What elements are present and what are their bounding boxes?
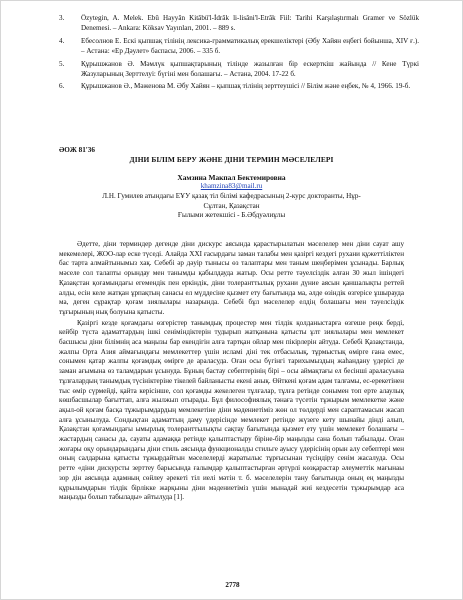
reference-number: 6. xyxy=(59,82,65,91)
reference-list xyxy=(59,14,419,95)
reference-text: Құрышжанов Ә. Мәмлүк қыпшақтарының тілінде жазылған бір ескерткіш жайында // Кене Түркі Жазуларының Зерттелуі: бүгіні мен болашағы. – Астана, 2004. 17-22 б. xyxy=(81,59,419,78)
body-paragraph: Әдетте, діни терминдер дегенде діни дискурс аясында қарастырылатын мәселелер мен діни сауат ашу мекемелері, ЖОО-лар еске түседі. Алайда XXI ғасырдағы заман талабы мен қазіргі кездегі рухани құжеттіліктен бас тарта алмайтынымыз хақ. Себебі әр дәуір тынысы өз талаптары мен таным шеңберімен ұсынады. Барлық мәселе сол талапты орындау мен танымды қабылдауда жатыр. Осы ретте тәуелсіздік алған 30 жыл ішіндегі Қазақстан қоғамындағы егемендік пен еркіндік, діни толеранттылық рухани дүние аясын қаншалықты реттей алды, есін келе жатқан ұрпақтың санасы ел мүддесіне қызмет ету бағытында ма, әлде өзіндік өзгерісе ұшырауда ма, деген сұрақтар қоғам зиялылары назарында. Себебі бұл мәселелер елдің болашағы мен тәуелсіздік тұғырының нық болуына қатысты. xyxy=(59,240,404,316)
affiliation-line: Сұлтан, Қазақстан xyxy=(203,201,260,210)
reference-item xyxy=(59,37,419,57)
reference-text: Özytegin, A. Melek. Ebû Hayyân Kitâbü'l-İdrâk li-lisâni'l-Etrâk Fiil: Tarihi Karşılaştırmalı Gramer ve Sözlük Denemesi. – Ankara: Köksav Yayınları, 2001. – 889 s. xyxy=(81,14,419,32)
reference-number: 3. xyxy=(59,14,65,22)
reference-item xyxy=(59,82,419,92)
udk-code: ӘОЖ 81'36 xyxy=(59,146,95,154)
body-paragraph: Қазіргі кезде қоғамдағы өзгерістер танымдық процестер мен тілдік қолданыстарға өзгеше реңк берді, кейбір түста адаматтардың ішкі сеніміндіктерін тудырып жатқанына қатысты ұлт зиялылары мен мемлекет басшысы діни білімнің аса маңызы бар екендігін алға тартқан ойлар мен пікірлерін айтуда. Себебі Қазақстанда, жалпы Орта Азия аймағындағы мемлекеттер үшін исламі діні тек отбасылық, тұрмыстық өмірге ғана емес, сонымен қатар жалпы қоғамдық өмірге де араласуда. Оған осы бүгінгі тарихымыздың жаһандану үдерісі де заман ағымына өз таламдарын ұсынуда. Бұның бастау себептерінің бірі – осы аймақтағы ел бесінші араласуына тұлғалардың танымдық түсініктеріне тікелей байланысты екені анық. Өйткені қоғам адам талғамы, ес-ерекетінен тыс өмір сүрмейді, қайта керісінше, сол қоғамды жекелеген тұлғалар, тұлға ретінде сонымен топ ерте алаулық көшбасшылар бағыттап, алға жылжып отырады. Бұл философиялық тәнаға түсетін тұжырым мемлекетке және ақыл-ой қоғам басқа тұжырымдардың мемлекетіне діни мәдениетіміз жөн ол төлдерді мен сараптамасын жасап алға ұсынылуда. Сондықтан адаматтың даму үдерісінде мемлекет ретінде жүзеге кету шынайы дінді алып, Қазақстан қоғамындағы ымырлық толеранттылықты сақтау бағытында қызмет ету үшін мемлекет болашағы – жастардың санасы да, сауаты адамаққа ретінде қалыптастыру біріне-бір маңызды сана болып табылады. Оған жоғары оқу орындарындағы діни стиль аясында функционалды стильге ауысу үдерісінің орын алу себептері мен оның салдарына қатысты тұжырдайтын мәселелерді жаратылыс тұрғысынан түсіндіру сенім жасалуда. Осы ретте «діни дискурсты зерттеу барысында ғалымдар қалыптастырған әртүрлі көзқарастар әлеуметтік мағынаы зор дін аясында адамның сөйлеу әрекеті тіл иелі мәтін т. б. мәселелерін тану бағытында оның ең маңызды құрылымдарын тілдік бірлікке жарқыны діни мәдениетіміз үшін мынадай жиі кездесетін тұжырымдар аса маңызды болып табылады» айтылуда [1]. xyxy=(59,318,404,502)
author-name: Хамзина Макпал Бектемировна xyxy=(177,173,286,182)
page-number: 2778 xyxy=(225,581,240,589)
affiliation-line: Ғылыми жетекшісі - Б.Әбдуәлиұлы xyxy=(177,211,286,220)
article-body xyxy=(59,240,404,504)
reference-number: 5. xyxy=(59,59,65,68)
author-email-link[interactable]: khamzina83@mail.ru xyxy=(200,182,263,190)
article-title: ДІНИ БІЛІМ БЕРУ ЖӘНЕ ДІНИ ТЕРМИН МӘСЕЛЕЛЕРІ xyxy=(129,155,334,164)
reference-text: Құрышжанов Ә., Мәженова М. Әбу Хайян – қыпшақ тілінің зерттеушісі // Білім және еңбек, № 4, 1966. 19-б. xyxy=(81,82,411,91)
author-affiliation xyxy=(59,192,404,221)
reference-text: Ебесолнов Е. Ескі қыпшақ тілінің лексика-грамматикалық ерекшеліктері (Әбу Хайян еңбегі бойынша, ХІV ғ.). – Астана: «Ер Дәулет» баспасы, 2006. – 335 б. xyxy=(81,36,419,55)
reference-item xyxy=(59,14,419,34)
reference-number: 4. xyxy=(59,36,65,45)
affiliation-line: Л.Н. Гумилев атындағы ЕҰУ қазақ тіл білімі кафедрасының 2-курс докторанты, Нұр- xyxy=(102,192,361,200)
reference-item xyxy=(59,60,419,80)
